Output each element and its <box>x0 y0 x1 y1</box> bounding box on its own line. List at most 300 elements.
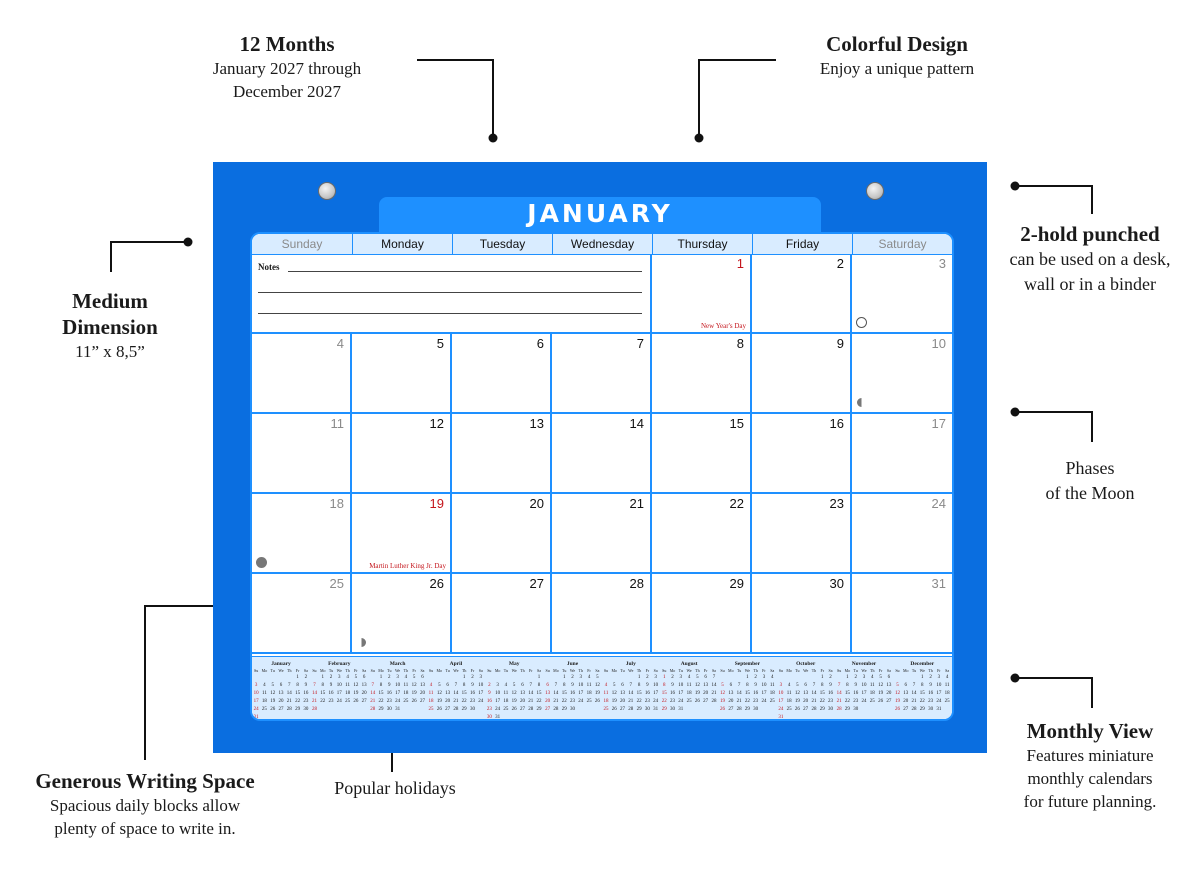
mini-day: 30 <box>853 707 859 712</box>
mini-weekday: Tu <box>678 668 683 673</box>
mini-weekday: Sa <box>828 668 833 673</box>
mini-weekday: Sa <box>595 668 600 673</box>
mini-weekday: Fr <box>645 668 650 673</box>
day-number: 14 <box>629 416 644 431</box>
mini-day: 14 <box>453 691 459 696</box>
mini-week-row <box>893 674 951 682</box>
mini-day: 13 <box>620 691 625 696</box>
day-cell[interactable] <box>352 414 452 494</box>
mini-day: 28 <box>736 707 742 712</box>
mini-day: 31 <box>253 715 259 720</box>
day-cell[interactable] <box>552 574 652 654</box>
mini-day: 17 <box>936 691 942 696</box>
day-number: 24 <box>931 496 946 511</box>
mini-weekday: We <box>686 668 692 673</box>
mini-weekday: Fr <box>820 668 825 673</box>
mini-day: 12 <box>411 683 417 688</box>
mini-week-row <box>893 698 951 706</box>
day-cell[interactable] <box>852 334 952 414</box>
mini-day: 22 <box>819 699 825 704</box>
day-cell[interactable] <box>652 414 752 494</box>
mini-day: 15 <box>378 691 384 696</box>
months-line1: January 2027 through <box>212 59 362 78</box>
mini-weekday: Tu <box>387 668 392 673</box>
mini-day: 25 <box>345 699 351 704</box>
mini-day: 2 <box>671 675 674 680</box>
day-cell[interactable] <box>252 494 352 574</box>
mini-day: 13 <box>903 691 909 696</box>
dimension-dot <box>184 238 193 247</box>
dimension-heading1: Medium <box>72 289 148 313</box>
mini-weekday-row <box>893 667 951 674</box>
mini-day: 29 <box>844 707 850 712</box>
mini-week-row <box>252 698 310 706</box>
mini-day: 10 <box>253 691 259 696</box>
day-cell[interactable] <box>552 414 652 494</box>
annotation-colorful <box>777 31 1017 80</box>
day-cell[interactable] <box>352 334 452 414</box>
mini-day: 9 <box>829 683 832 688</box>
mini-day: 1 <box>637 675 641 680</box>
mini-day: 8 <box>662 683 666 688</box>
months-heading: 12 Months <box>239 32 335 56</box>
mini-week-row <box>835 698 893 706</box>
weekday-thursday: Thursday <box>652 234 752 254</box>
mini-month-name: June <box>566 661 579 667</box>
mini-weekday: Fr <box>878 668 883 673</box>
mini-day: 18 <box>786 699 792 704</box>
day-cell[interactable] <box>452 574 552 654</box>
mini-week-row <box>660 690 718 698</box>
mini-day: 12 <box>353 683 359 688</box>
holiday-label: New Year's Day <box>700 322 746 330</box>
mini-day: 21 <box>286 699 292 704</box>
mini-day: 9 <box>471 683 474 688</box>
annotation-monthly-view <box>990 718 1190 813</box>
day-cell[interactable] <box>452 414 552 494</box>
mini-month-name: February <box>328 661 351 667</box>
mini-weekday: We <box>394 668 401 673</box>
weekday-monday: Monday <box>352 234 452 254</box>
moon-line2: of the Moon <box>1045 483 1135 503</box>
moon-phase-full-icon <box>856 317 867 328</box>
mini-day <box>402 706 410 714</box>
mini-day: 30 <box>303 707 309 712</box>
day-number: 5 <box>436 336 444 351</box>
mini-month-name: August <box>680 661 698 667</box>
mini-day: 5 <box>721 683 724 688</box>
mini-day: 22 <box>636 699 642 704</box>
mini-day: 23 <box>928 699 934 704</box>
mini-day: 20 <box>803 699 809 704</box>
mini-week-row <box>835 674 893 682</box>
mini-weekday: We <box>511 668 517 673</box>
mini-weekday-row <box>835 667 893 674</box>
mini-weekday: Th <box>695 668 700 673</box>
mini-day: 15 <box>536 691 542 696</box>
mini-day: 8 <box>321 683 324 688</box>
mini-day: 24 <box>253 707 259 712</box>
mini-day: 13 <box>728 691 734 696</box>
dimension-text: 11” x 8,5” <box>75 342 145 361</box>
mini-day: 9 <box>571 683 574 688</box>
mini-day: 5 <box>354 675 358 680</box>
mini-week-row <box>427 682 485 690</box>
mini-weekday: Tu <box>736 668 742 673</box>
monthly-dot <box>1011 674 1020 683</box>
mini-day: 23 <box>644 699 650 704</box>
mini-weekday-row <box>777 667 835 674</box>
notes-label: Notes <box>258 262 280 272</box>
mini-day: 20 <box>886 691 892 696</box>
mini-weekday: Su <box>487 668 492 673</box>
calendar-board <box>213 162 987 753</box>
hole-heading: 2-hold punched <box>1020 222 1160 246</box>
mini-day <box>327 706 335 714</box>
mini-day: 4 <box>770 675 774 680</box>
mini-day: 17 <box>495 699 501 704</box>
mini-weekday: Mo <box>902 668 909 673</box>
moon-phase-last-quarter-icon <box>856 397 867 408</box>
mini-day: 29 <box>561 707 567 712</box>
mini-day <box>585 706 593 714</box>
mini-weekday: We <box>803 668 809 673</box>
day-cell[interactable] <box>852 254 952 334</box>
mini-day: 31 <box>495 715 501 720</box>
mini-day: 24 <box>395 699 401 704</box>
mini-day: 30 <box>644 707 650 712</box>
mini-week-row <box>893 706 951 714</box>
mini-day: 4 <box>587 675 591 680</box>
mini-month <box>602 657 660 720</box>
mini-day: 16 <box>644 691 650 696</box>
mini-weekday: Sa <box>303 668 308 673</box>
mini-day: 11 <box>786 691 792 696</box>
mini-day: 12 <box>794 691 800 696</box>
mini-day: 8 <box>746 683 749 688</box>
mini-day: 4 <box>787 683 791 688</box>
mini-day: 7 <box>629 683 633 688</box>
mini-day: 25 <box>503 707 509 712</box>
notes-line <box>288 271 642 272</box>
mini-day: 17 <box>478 691 484 696</box>
day-cell[interactable] <box>752 574 852 654</box>
mini-weekday: Mo <box>728 668 734 673</box>
day-cell[interactable] <box>552 494 652 574</box>
mini-day: 11 <box>686 683 692 688</box>
mini-day: 23 <box>303 699 309 704</box>
hole-dot <box>1011 182 1020 191</box>
mini-weekday: Th <box>753 668 758 673</box>
mini-day: 29 <box>636 707 642 712</box>
mini-day: 14 <box>311 691 317 696</box>
day-cell[interactable] <box>352 574 452 654</box>
mini-day: 29 <box>819 707 825 712</box>
mini-day: 16 <box>486 699 492 704</box>
day-cell[interactable] <box>452 334 552 414</box>
day-cell[interactable] <box>652 574 752 654</box>
day-cell[interactable] <box>852 414 952 494</box>
mini-day: 22 <box>295 699 301 704</box>
mini-day: 1 <box>821 675 824 680</box>
mini-day: 1 <box>462 675 466 680</box>
mini-day: 12 <box>694 683 700 688</box>
mini-day: 26 <box>270 707 276 712</box>
mini-day: 17 <box>253 699 259 704</box>
mini-day <box>452 674 460 682</box>
day-cell[interactable] <box>452 494 552 574</box>
mini-day <box>252 674 260 682</box>
mini-day: 8 <box>296 683 299 688</box>
mini-day: 18 <box>403 691 409 696</box>
mini-day: 13 <box>545 691 551 696</box>
mini-month <box>252 657 310 720</box>
mini-day: 21 <box>711 691 717 696</box>
mini-day: 29 <box>919 707 925 712</box>
mini-day: 10 <box>778 691 784 696</box>
mini-day: 7 <box>554 683 558 688</box>
mini-weekday: We <box>278 668 284 673</box>
mini-day: 27 <box>803 707 809 712</box>
weekday-friday: Friday <box>752 234 852 254</box>
mini-day: 4 <box>429 683 433 688</box>
mini-day: 27 <box>886 699 892 704</box>
day-cell[interactable] <box>252 574 352 654</box>
mini-day: 19 <box>511 699 517 704</box>
mini-day: 2 <box>854 675 857 680</box>
mini-day: 19 <box>353 691 359 696</box>
mini-day: 20 <box>445 699 451 704</box>
mini-week-row <box>602 690 660 698</box>
mini-day: 10 <box>761 683 767 688</box>
mini-day: 10 <box>678 683 684 688</box>
mini-week-row <box>893 682 951 690</box>
mini-day: 14 <box>836 691 842 696</box>
mini-day: 9 <box>929 683 932 688</box>
mini-day: 17 <box>761 691 767 696</box>
mini-day: 20 <box>703 691 709 696</box>
mini-week-row <box>369 674 427 682</box>
mini-day: 1 <box>662 675 666 680</box>
mini-weekday: Sa <box>886 668 891 673</box>
monthly-line2: monthly calendars <box>1027 769 1153 788</box>
day-number: 18 <box>329 496 344 511</box>
mini-day: 28 <box>553 707 559 712</box>
mini-day: 22 <box>561 699 567 704</box>
mini-day: 7 <box>912 683 916 688</box>
mini-week-row <box>427 698 485 706</box>
mini-day <box>802 674 810 682</box>
mini-weekday: Fr <box>412 668 416 673</box>
mini-week-row <box>718 690 776 698</box>
mini-day <box>352 706 360 714</box>
mini-day: 2 <box>488 683 491 688</box>
punch-hole-left <box>318 182 336 200</box>
day-cell[interactable] <box>752 414 852 494</box>
day-number: 13 <box>529 416 544 431</box>
mini-day: 22 <box>461 699 467 704</box>
day-cell[interactable] <box>852 494 952 574</box>
mini-day: 8 <box>379 683 383 688</box>
day-number: 16 <box>829 416 844 431</box>
day-cell[interactable] <box>752 254 852 334</box>
mini-day: 13 <box>519 691 525 696</box>
mini-day: 6 <box>804 683 807 688</box>
mini-day: 24 <box>653 699 659 704</box>
mini-day: 11 <box>403 683 409 688</box>
mini-day: 30 <box>386 707 392 712</box>
mini-weekday: Sa <box>362 668 367 673</box>
mini-weekday: Tu <box>795 668 800 673</box>
mini-day: 13 <box>703 683 709 688</box>
mini-weekday: Th <box>403 668 409 673</box>
mini-month-name: May <box>508 661 520 667</box>
mini-day: 8 <box>562 683 566 688</box>
mini-weekday: Su <box>837 668 842 673</box>
day-cell[interactable] <box>252 334 352 414</box>
mini-weekday-row <box>310 667 368 674</box>
mini-day: 28 <box>836 707 842 712</box>
mini-day: 15 <box>636 691 642 696</box>
mini-weekday: Su <box>312 668 317 673</box>
mini-week-row <box>777 690 835 698</box>
mini-day: 21 <box>528 699 534 704</box>
day-cell[interactable] <box>852 574 952 654</box>
mini-day: 5 <box>596 675 599 680</box>
mini-weekday: Su <box>662 668 667 673</box>
mini-day: 6 <box>546 683 549 688</box>
mini-day: 25 <box>869 699 875 704</box>
mini-weekday: Mo <box>436 668 443 673</box>
mini-day: 8 <box>846 683 849 688</box>
mini-month <box>369 657 427 720</box>
mini-day <box>602 674 610 682</box>
mini-day: 9 <box>754 683 757 688</box>
mini-day: 24 <box>761 699 767 704</box>
dimension-heading2: Dimension <box>62 315 158 339</box>
mini-day <box>552 674 560 682</box>
mini-day: 10 <box>578 683 584 688</box>
mini-day: 27 <box>361 699 367 704</box>
day-cell[interactable] <box>652 494 752 574</box>
day-cell[interactable] <box>752 494 852 574</box>
month-title: JANUARY <box>527 199 673 228</box>
mini-day <box>893 674 901 682</box>
mini-weekday: Tu <box>853 668 858 673</box>
writing-line1: Spacious daily blocks allow <box>49 796 241 815</box>
mini-day: 3 <box>579 675 583 680</box>
mini-day: 4 <box>687 675 691 680</box>
day-cell[interactable] <box>252 414 352 494</box>
mini-week-row <box>252 674 310 682</box>
mini-day: 17 <box>395 691 401 696</box>
mini-day: 20 <box>419 691 425 696</box>
mini-month <box>777 657 835 720</box>
day-cell[interactable] <box>652 334 752 414</box>
mini-day: 18 <box>944 691 950 696</box>
day-cell[interactable] <box>752 334 852 414</box>
mini-day <box>693 706 701 714</box>
mini-day: 14 <box>811 691 817 696</box>
mini-weekday: Sa <box>420 668 425 673</box>
mini-day: 4 <box>404 675 408 680</box>
mini-day: 16 <box>569 691 575 696</box>
mini-day: 28 <box>811 707 817 712</box>
mini-week-row <box>427 674 485 682</box>
mini-week-row <box>369 706 427 714</box>
mini-day: 27 <box>728 707 734 712</box>
hole-line1: can be used on a desk, <box>1009 249 1171 269</box>
mini-day: 28 <box>311 707 317 712</box>
mini-day: 5 <box>271 683 274 688</box>
mini-day: 11 <box>428 691 434 696</box>
mini-day: 7 <box>737 683 741 688</box>
monthly-heading: Monthly View <box>1026 719 1154 743</box>
mini-day <box>310 674 318 682</box>
mini-day: 14 <box>553 691 559 696</box>
mini-day: 3 <box>254 683 258 688</box>
mini-weekday: Fr <box>703 668 708 673</box>
mini-week-row <box>485 714 543 721</box>
mini-weekday: Tu <box>328 668 334 673</box>
day-cell[interactable] <box>652 254 752 334</box>
mini-weekday-row <box>252 667 310 674</box>
mini-day: 30 <box>670 707 676 712</box>
weekday-header <box>252 234 952 255</box>
mini-day: 10 <box>495 691 501 696</box>
mini-day: 27 <box>545 707 551 712</box>
mini-week-row <box>660 674 718 682</box>
mini-day: 3 <box>779 683 783 688</box>
mini-day: 7 <box>313 683 316 688</box>
mini-day <box>269 674 277 682</box>
weekday-tuesday: Tuesday <box>452 234 552 254</box>
mini-day: 21 <box>370 699 376 704</box>
mini-weekday: Mo <box>786 668 792 673</box>
mini-day: 6 <box>521 683 524 688</box>
mini-day: 29 <box>744 707 750 712</box>
mini-day: 7 <box>371 683 374 688</box>
mini-day: 26 <box>594 699 600 704</box>
mini-weekday: Tu <box>445 668 450 673</box>
monthly-line3: for future planning. <box>1023 792 1157 811</box>
mini-day: 3 <box>654 675 657 680</box>
mini-month <box>310 657 368 720</box>
months-dot <box>489 134 498 143</box>
mini-day: 26 <box>894 707 900 712</box>
mini-day <box>502 674 510 682</box>
mini-week-row <box>718 706 776 714</box>
mini-day: 9 <box>854 683 857 688</box>
mini-day: 6 <box>621 683 624 688</box>
mini-day: 26 <box>436 707 442 712</box>
mini-day: 24 <box>778 707 784 712</box>
mini-day: 4 <box>504 683 508 688</box>
mini-week-row <box>369 698 427 706</box>
mini-day: 7 <box>454 683 458 688</box>
mini-weekday: Th <box>578 668 583 673</box>
mini-day: 3 <box>679 675 683 680</box>
colorful-heading: Colorful Design <box>826 32 968 56</box>
mini-day: 3 <box>937 675 941 680</box>
mini-day: 18 <box>686 691 692 696</box>
mini-day: 18 <box>869 691 875 696</box>
day-cell[interactable] <box>352 494 452 574</box>
day-cell[interactable] <box>552 334 652 414</box>
mini-day: 4 <box>604 683 608 688</box>
mini-day <box>319 706 327 714</box>
mini-day: 15 <box>320 691 326 696</box>
